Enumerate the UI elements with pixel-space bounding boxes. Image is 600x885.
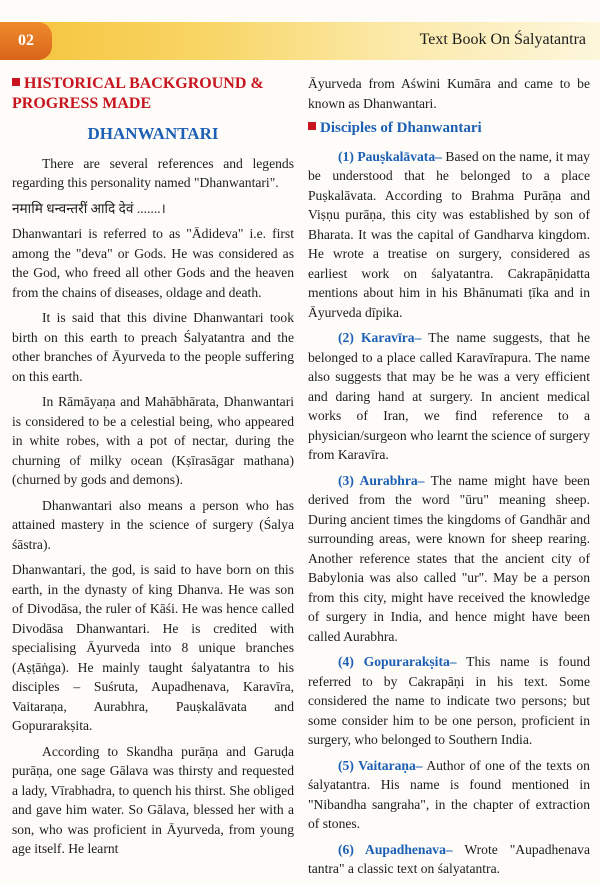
sanskrit-verse: नमामि धन्वन्तरीं आदि देवं .......।: [12, 200, 166, 216]
disciple-entry: [308, 471, 590, 647]
disciple-name: (3) Aurabhra–: [338, 472, 425, 488]
disciple-name: (4) Gopurarakṣita–: [338, 654, 457, 669]
section-heading: HISTORICAL BACKGROUND & PROGRESS MADE: [12, 75, 264, 112]
paragraph: There are several references and legends regarding this personality named "Dhanwantari".: [12, 155, 294, 190]
disciple-entry: [308, 840, 590, 879]
disciple-text: Based on the name, it may be understood that he belonged to a place Puṣkalāvata. According to Brahma Purāṇa and Viṣṇu purāṇa, this city was established by son of Bharata. It was the capital of Gandharva kingdom. He wrote a treatise on surgery, considered as earliest work on śalyatantra. Cakrapāṇidatta mentions about him in his Bhānumati ṭīka and in Āyurveda dīpika.: [308, 148, 590, 320]
disciple-text: Author of one of the texts on śalyatantra. His name is found mentioned in "Nibandha sangraha", in the chapter of extraction of stones.: [308, 757, 590, 831]
paragraph: Dhanwantari also means a person who has attained mastery in the science of surgery (Śalya śāstra).: [12, 497, 294, 552]
dhanwantari-heading: DHANWANTARI: [87, 124, 219, 143]
book-title: Text Book On Śalyatantra: [419, 31, 586, 48]
disciple-text: Wrote "Aupadhenava tantra" a classic text on śalyatantra.: [308, 841, 590, 876]
paragraph: Dhanwantari is referred to as "Ādideva" i.e. first among the "deva" or Gods. He was considered as the God, who freed all other Gods and the heaven from the chains of diseases, oldage and death.: [12, 226, 294, 300]
disciple-text: The name might have been derived from the word "ūru" meaning sheep. During ancient times the kingdoms of Gandhār and surrounding areas, were known for sheep rearing. Another reference states that the ancient city of Babylonia was also called "ur". May be a person from this city, might have received the knowledge of surgery in India, and hence might have been called Aurabhra.: [308, 472, 590, 644]
disciple-entry: [308, 328, 590, 465]
paragraph: According to Skandha purāṇa and Garuḍa purāṇa, one sage Gālava was thirsty and requested a lady, Vīrabhadra, to quench his thirst. She obliged and gave him water. So Gālava, blessed her with a son, who was proficient in Āyurveda, from young age itself. He learnt: [12, 743, 294, 856]
disciple-entry: [308, 147, 590, 323]
paragraph: It is said that this divine Dhanwantari took birth on this earth to preach Śalyatantra and the other branches of Āyurveda to the people suffering on this earth.: [12, 310, 294, 384]
paragraph: In Rāmāyaṇa and Mahābhārata, Dhanwantari is considered to be a celestial being, who appeared in white robes, with a pot of nectar, during the churning of milky ocean (Kṣīrasāgar mathana) (churned by gods and demons).: [12, 394, 294, 487]
disciple-text: This name is found referred to by Cakrapāṇi in his text. Some considered the name to indicate two persons; but some consider him to be one person, proficient in surgery, who belonged to Southern India.: [308, 654, 590, 747]
bullet-square-icon: [308, 122, 316, 130]
bullet-square-icon: [12, 78, 20, 86]
page-header: [0, 22, 600, 60]
disciple-entry: [308, 652, 590, 750]
page-number: 02: [0, 22, 52, 60]
paragraph: Dhanwantari, the god, is said to have born on this earth, in the dynasty of king Dhanva. He was son of Divodāsa, the ruler of Kāśi. He was hence called Divodāsa Dhanwantari. He is credited with specialising Āyurveda into 8 unique branches (Aṣṭāṅga). He mainly taught śalyatantra to his disciples – Suśruta, Aupadhenava, Karavīra, Vaitaraṇa, Aurabhra, Pauṣkalāvata and Gopurarakṣita.: [12, 562, 294, 733]
disciple-name: (2) Karavīra–: [338, 330, 422, 345]
disciple-name: (5) Vaitaraṇa–: [338, 757, 423, 773]
paragraph-continuation: Āyurveda from Aświni Kumāra and came to be known as Dhanwantari.: [308, 76, 590, 111]
left-column: [12, 74, 294, 865]
disciple-name: (1) Pauṣkalāvata–: [338, 148, 442, 164]
disciple-text: The name suggests, that he belonged to a place called Karavīrapura. The name also suggests that may be he was a very efficient and daring hand at surgery. In ancient medical works of Iran, we find reference to a physician/surgeon who learnt the science of surgery from Karavīra.: [308, 330, 590, 462]
disciple-entry: [308, 756, 590, 834]
disciples-heading: Disciples of Dhanwantari: [308, 119, 590, 139]
disciple-name: (6) Aupadhenava–: [338, 841, 453, 857]
right-column: [308, 74, 590, 885]
